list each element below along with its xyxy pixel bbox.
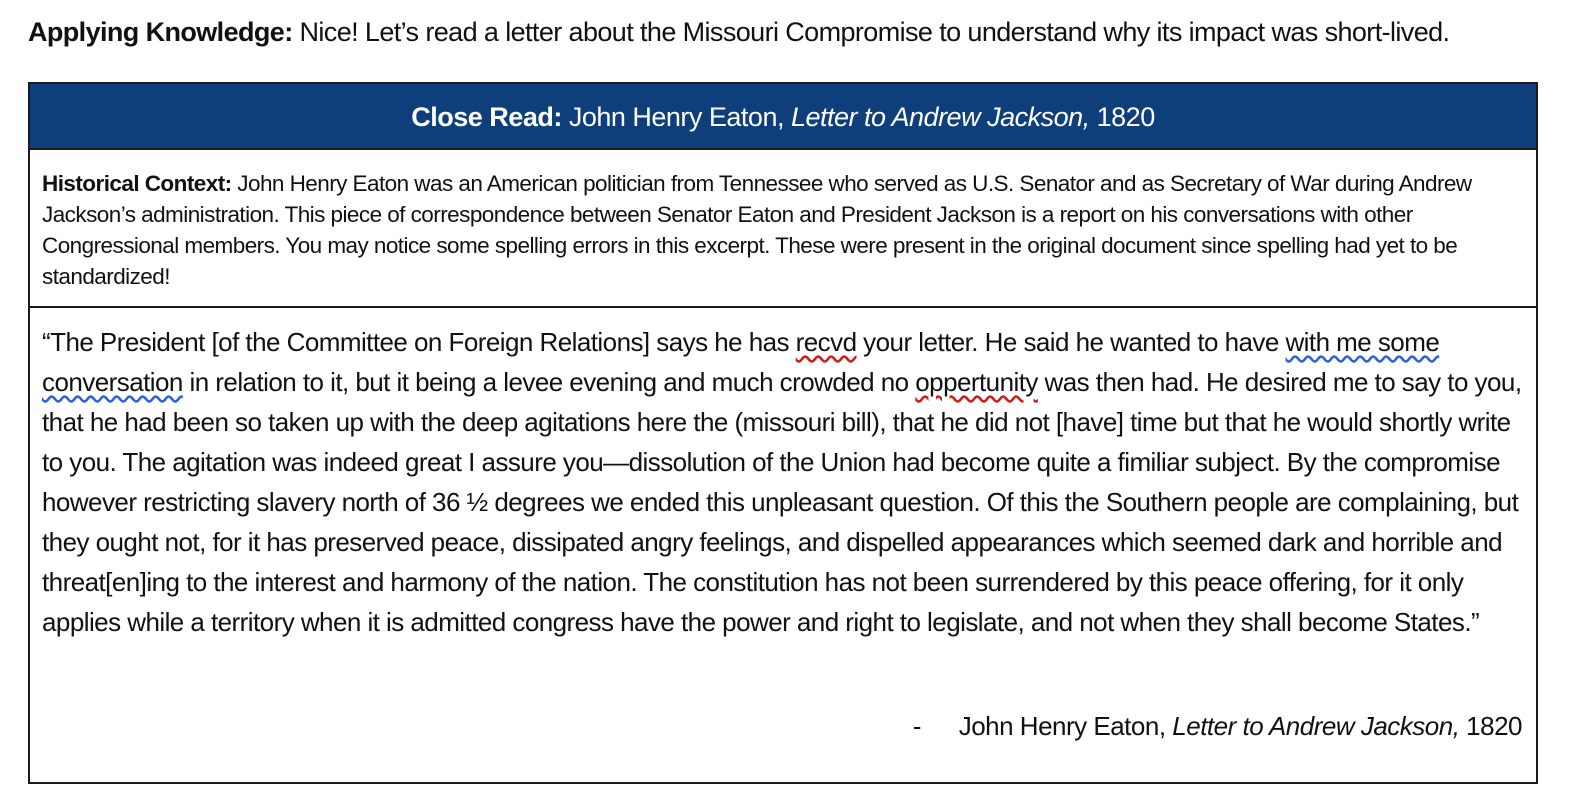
spelling-flag-recvd: recvd bbox=[795, 327, 857, 357]
applying-knowledge-prompt bbox=[28, 14, 1449, 50]
attribution-year: 1820 bbox=[1459, 711, 1522, 741]
applying-knowledge-label: Applying Knowledge: bbox=[28, 17, 293, 47]
excerpt-text-4: was then had. He desired me to say to you, that he had been so taken up with the deep agitations here the (missouri bill), that he did not [have] time but that he would shortly write to you. The agitation was indeed great I assure you—dissolution of the Union had become quite a fimiliar subject. By the compromise however restricting slavery north of 36 ½ degrees we ended this unpleasant question. Of this the Southern people are complaining, but they ought not, for it has preserved peace, dissipated angry feelings, and dispelled appearances which seemed dark and horrible and threat[en]ing to the interest and harmony of the nation. The constitution has not been surrendered by this peace offering, for it only applies while a territory when it is admitted congress have the power and right to legislate, and not when they shall become States.” bbox=[42, 367, 1522, 637]
excerpt-text-2: your letter. He said he wanted to have bbox=[856, 327, 1286, 357]
spelling-flag-oppertunity: oppertunity bbox=[915, 367, 1038, 397]
excerpt-text-1: “The President [of the Committee on Foreign Relations] says he has bbox=[42, 327, 796, 357]
close-read-year: 1820 bbox=[1089, 102, 1155, 132]
historical-context-label: Historical Context: bbox=[42, 171, 232, 196]
close-read-header bbox=[30, 84, 1536, 150]
close-read-label: Close Read: bbox=[411, 102, 562, 132]
close-read-title: Letter to Andrew Jackson, bbox=[790, 102, 1090, 132]
letter-excerpt bbox=[42, 322, 1528, 642]
attribution-dash: - bbox=[912, 711, 921, 741]
applying-knowledge-text: Nice! Let’s read a letter about the Missouri Compromise to understand why its impact was short-lived. bbox=[292, 17, 1450, 47]
attribution-title: Letter to Andrew Jackson, bbox=[1172, 711, 1460, 741]
historical-context-text: John Henry Eaton was an American politician from Tennessee who served as U.S. Senator and as Secretary of War during Andrew Jackson’s administration. This piece of correspondence between Senator Eaton and President Jackson is a report on his conversations with other Congressional members. You may notice some spelling errors in this excerpt. These were present in the original document since spelling had yet to be standardized! bbox=[42, 171, 1472, 289]
excerpt-text-3: in relation to it, but it being a levee evening and much crowded no bbox=[182, 367, 916, 397]
attribution-author: John Henry Eaton, bbox=[958, 711, 1173, 741]
close-read-box bbox=[28, 82, 1538, 784]
historical-context bbox=[30, 150, 1536, 308]
excerpt-attribution bbox=[913, 708, 1522, 744]
close-read-author: John Henry Eaton, bbox=[561, 102, 791, 132]
grammar-flag-with-me: with me some conversation bbox=[42, 327, 1440, 397]
